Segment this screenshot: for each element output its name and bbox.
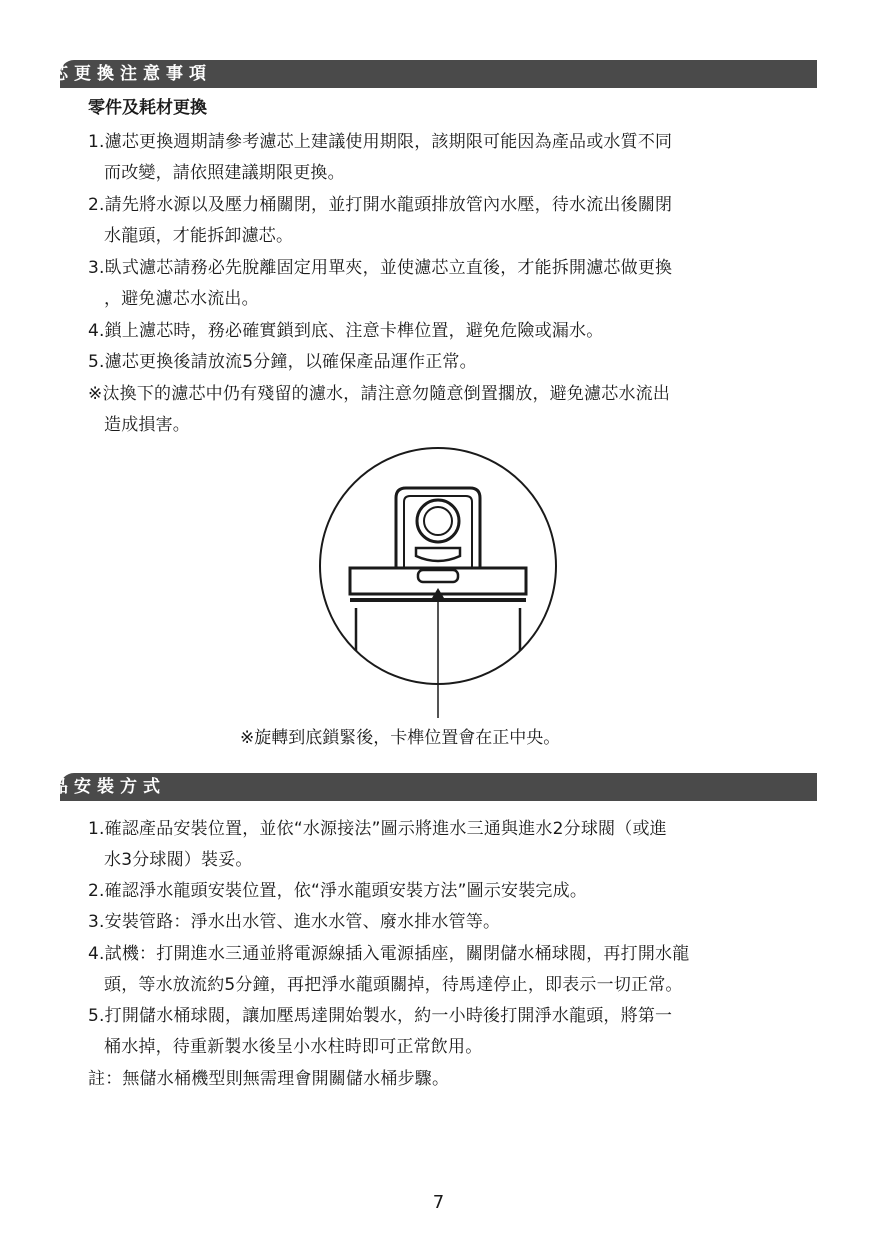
- list-item: 2.確認淨水龍頭安裝位置，依“淨水龍頭安裝方法”圖示安裝完成。: [88, 881, 588, 901]
- diagram-caption: ※旋轉到底鎖緊後，卡榫位置會在正中央。: [240, 728, 561, 748]
- list-item: 5.濾芯更換後請放流5分鐘，以確保產品運作正常。: [88, 352, 477, 372]
- note-item: ※汰換下的濾芯中仍有殘留的濾水，請注意勿隨意倒置擱放，避免濾芯水流出: [88, 384, 671, 404]
- list-item: 5.打開儲水桶球閥，讓加壓馬達開始製水，約一小時後打開淨水龍頭，將第一: [88, 1006, 673, 1026]
- list-item: 3.安裝管路：淨水出水管、進水水管、廢水排水管等。: [88, 912, 501, 932]
- list-item-continuation: 而改變，請依照建議期限更換。: [104, 163, 345, 183]
- list-item-continuation: ，避免濾芯水流出。: [104, 289, 259, 309]
- list-item-continuation: 頭，等水放流約5分鐘，再把淨水龍頭關掉，待馬達停止，即表示一切正常。: [104, 975, 683, 995]
- list-item: 1.濾芯更換週期請參考濾芯上建議使用期限，該期限可能因為產品或水質不同: [88, 132, 673, 152]
- section-header-installation: [28, 773, 817, 801]
- list-item-continuation: 桶水掉，待重新製水後呈小水柱時即可正常飲用。: [104, 1037, 483, 1057]
- list-item: 1.確認產品安裝位置，並依“水源接法”圖示將進水三通與進水2分球閥（或進: [88, 819, 667, 839]
- subsection-title: 零件及耗材更換: [88, 98, 207, 118]
- section-title: 濾芯更換注意事項: [28, 64, 212, 84]
- list-item: 2.請先將水源以及壓力桶關閉，並打開水龍頭排放管內水壓，待水流出後關閉: [88, 195, 673, 215]
- note-item-continuation: 造成損害。: [104, 415, 190, 435]
- page-number: 7: [432, 1192, 445, 1213]
- list-item: 4.鎖上濾芯時，務必確實鎖到底、注意卡榫位置，避免危險或漏水。: [88, 321, 604, 341]
- section-title: 產品安裝方式: [28, 777, 166, 797]
- list-item-continuation: 水龍頭，才能拆卸濾芯。: [104, 226, 294, 246]
- list-item: 4.試機：打開進水三通並將電源線插入電源插座，關閉儲水桶球閥，再打開水龍: [88, 944, 690, 964]
- note-item: 註：無儲水桶機型則無需理會開關儲水桶步驟。: [88, 1069, 450, 1089]
- list-item: 3.臥式濾芯請務必先脫離固定用單夾，並使濾芯立直後，才能拆開濾芯做更換: [88, 258, 673, 278]
- list-item-continuation: 水3分球閥）裝妥。: [104, 850, 253, 870]
